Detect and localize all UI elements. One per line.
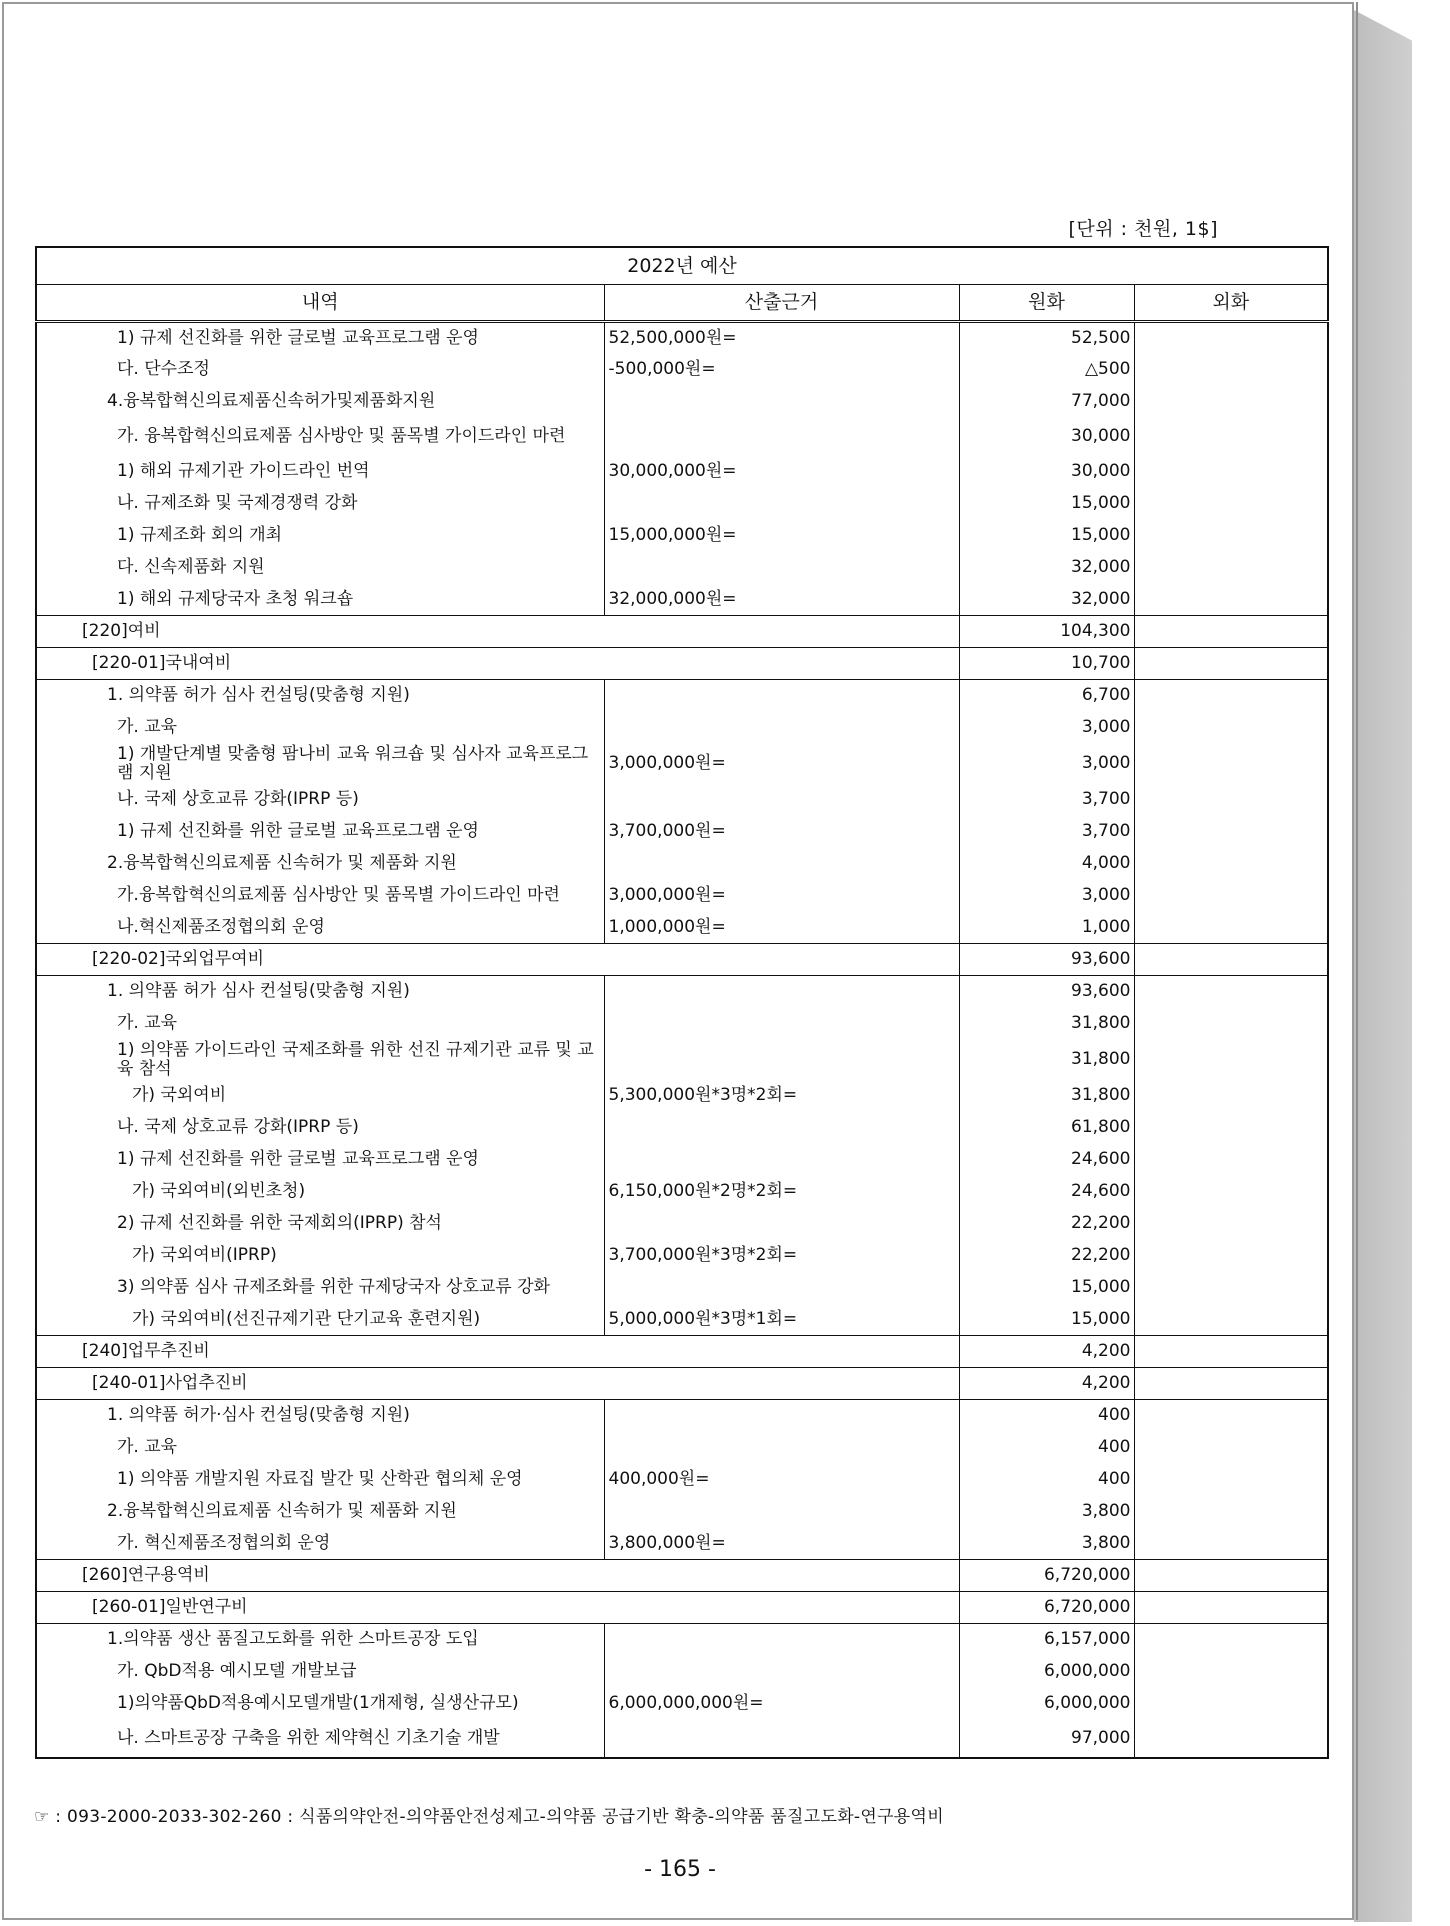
row-foreign: [1134, 1144, 1328, 1176]
row-desc: 1)의약품QbD적용예시모델개발(1개제형, 실생산규모): [36, 1688, 604, 1720]
document-page: [2, 2, 1354, 1920]
row-krw: 400: [959, 1400, 1134, 1432]
row-krw: 15,000: [959, 1272, 1134, 1304]
table-row: [36, 1432, 1328, 1464]
row-desc: [240-01]사업추진비: [36, 1368, 959, 1400]
row-krw: 4,200: [959, 1336, 1134, 1368]
row-desc: [220-01]국내여비: [36, 648, 959, 680]
row-foreign: [1134, 1304, 1328, 1336]
row-desc: 나. 국제 상호교류 강화(IPRP 등): [36, 784, 604, 816]
row-desc: 다. 단수조정: [36, 354, 604, 386]
table-row: [36, 1464, 1328, 1496]
row-basis: [604, 1112, 959, 1144]
row-foreign: [1134, 1560, 1328, 1592]
row-desc: 가. 융복합혁신의료제품 심사방안 및 품목별 가이드라인 마련: [36, 418, 604, 456]
col-header-desc: 내역: [36, 285, 604, 322]
row-desc: 2.융복합혁신의료제품 신속허가 및 제품화 지원: [36, 1496, 604, 1528]
row-krw: 31,800: [959, 1080, 1134, 1112]
section-row: [36, 944, 1328, 976]
table-row: [36, 1272, 1328, 1304]
row-krw: 3,700: [959, 784, 1134, 816]
row-basis: 400,000원=: [604, 1464, 959, 1496]
row-basis: [604, 552, 959, 584]
row-desc: 나. 국제 상호교류 강화(IPRP 등): [36, 1112, 604, 1144]
row-basis: [604, 1040, 959, 1080]
row-desc: 가. 혁신제품조정협의회 운영: [36, 1528, 604, 1560]
row-foreign: [1134, 418, 1328, 456]
table-row: [36, 1528, 1328, 1560]
footnote: ☞ : 093-2000-2033-302-260 : 식품의약안전-의약품안전성제고-의약품 공급기반 확충-의약품 품질고도화-연구용역비: [34, 1807, 944, 1827]
table-row: [36, 386, 1328, 418]
table-row: [36, 976, 1328, 1008]
row-foreign: [1134, 648, 1328, 680]
row-basis: 3,700,000원=: [604, 816, 959, 848]
row-desc: 가) 국외여비(외빈초청): [36, 1176, 604, 1208]
row-desc: 1) 규제 선진화를 위한 글로벌 교육프로그램 운영: [36, 1144, 604, 1176]
row-basis: [604, 784, 959, 816]
row-desc: 1) 규제 선진화를 위한 글로벌 교육프로그램 운영: [36, 816, 604, 848]
table-row: [36, 1144, 1328, 1176]
row-krw: 31,800: [959, 1008, 1134, 1040]
row-foreign: [1134, 322, 1328, 354]
row-desc: 가. QbD적용 예시모델 개발보급: [36, 1656, 604, 1688]
row-basis: [604, 386, 959, 418]
row-krw: 22,200: [959, 1208, 1134, 1240]
table-row: [36, 552, 1328, 584]
row-krw: 93,600: [959, 976, 1134, 1008]
row-desc: 가) 국외여비(IPRP): [36, 1240, 604, 1272]
section-row: [36, 616, 1328, 648]
row-krw: 104,300: [959, 616, 1134, 648]
row-krw: 22,200: [959, 1240, 1134, 1272]
row-desc: 나. 스마트공장 구축을 위한 제약혁신 기초기술 개발: [36, 1720, 604, 1758]
row-krw: 3,000: [959, 712, 1134, 744]
budget-table: [35, 246, 1329, 1759]
row-krw: 15,000: [959, 488, 1134, 520]
row-basis: [604, 1144, 959, 1176]
row-foreign: [1134, 1624, 1328, 1656]
row-krw: 400: [959, 1432, 1134, 1464]
row-desc: [260-01]일반연구비: [36, 1592, 959, 1624]
table-row: [36, 880, 1328, 912]
row-krw: 6,720,000: [959, 1560, 1134, 1592]
row-desc: [220-02]국외업무여비: [36, 944, 959, 976]
row-krw: 32,000: [959, 552, 1134, 584]
row-krw: 15,000: [959, 520, 1134, 552]
row-foreign: [1134, 1240, 1328, 1272]
table-row: [36, 1656, 1328, 1688]
row-basis: [604, 1624, 959, 1656]
row-desc: 1) 해외 규제기관 가이드라인 번역: [36, 456, 604, 488]
row-desc: 1.의약품 생산 품질고도화를 위한 스마트공장 도입: [36, 1624, 604, 1656]
row-desc: 가.융복합혁신의료제품 심사방안 및 품목별 가이드라인 마련: [36, 880, 604, 912]
row-foreign: [1134, 1080, 1328, 1112]
unit-label: [단위 : 천원, 1$]: [1068, 218, 1218, 240]
year-header: 2022년 예산: [36, 247, 1328, 285]
section-row: [36, 648, 1328, 680]
row-foreign: [1134, 616, 1328, 648]
row-desc: 가) 국외여비: [36, 1080, 604, 1112]
row-krw: 10,700: [959, 648, 1134, 680]
row-krw: 31,800: [959, 1040, 1134, 1080]
row-foreign: [1134, 1432, 1328, 1464]
table-row: [36, 520, 1328, 552]
row-foreign: [1134, 386, 1328, 418]
row-krw: 3,800: [959, 1528, 1134, 1560]
row-basis: [604, 680, 959, 712]
table-row: [36, 1208, 1328, 1240]
row-basis: 3,000,000원=: [604, 744, 959, 784]
row-foreign: [1134, 1528, 1328, 1560]
row-desc: 3) 의약품 심사 규제조화를 위한 규제당국자 상호교류 강화: [36, 1272, 604, 1304]
row-basis: 32,000,000원=: [604, 584, 959, 616]
row-foreign: [1134, 848, 1328, 880]
row-basis: [604, 1400, 959, 1432]
row-krw: 77,000: [959, 386, 1134, 418]
row-basis: [604, 1208, 959, 1240]
row-foreign: [1134, 488, 1328, 520]
row-basis: 6,000,000,000원=: [604, 1688, 959, 1720]
row-basis: [604, 1272, 959, 1304]
row-foreign: [1134, 1688, 1328, 1720]
row-foreign: [1134, 354, 1328, 386]
row-foreign: [1134, 680, 1328, 712]
table-body: [36, 322, 1328, 1758]
row-krw: 4,200: [959, 1368, 1134, 1400]
row-desc: 1. 의약품 허가·심사 컨설팅(맞춤형 지원): [36, 1400, 604, 1432]
page-edge-shadow: [1354, 10, 1412, 1922]
row-basis: 5,000,000원*3명*1회=: [604, 1304, 959, 1336]
row-foreign: [1134, 944, 1328, 976]
row-krw: 6,157,000: [959, 1624, 1134, 1656]
row-krw: 97,000: [959, 1720, 1134, 1758]
row-basis: [604, 848, 959, 880]
table-row: [36, 488, 1328, 520]
section-row: [36, 1560, 1328, 1592]
row-foreign: [1134, 1336, 1328, 1368]
row-krw: 93,600: [959, 944, 1134, 976]
row-desc: 2) 규제 선진화를 위한 국제회의(IPRP) 참석: [36, 1208, 604, 1240]
row-foreign: [1134, 1400, 1328, 1432]
row-foreign: [1134, 976, 1328, 1008]
row-krw: 61,800: [959, 1112, 1134, 1144]
row-foreign: [1134, 744, 1328, 784]
row-krw: 3,000: [959, 744, 1134, 784]
table-row: [36, 816, 1328, 848]
table-row: [36, 1304, 1328, 1336]
row-desc: 1) 규제 선진화를 위한 글로벌 교육프로그램 운영: [36, 322, 604, 354]
row-desc: 1) 의약품 가이드라인 국제조화를 위한 선진 규제기관 교류 및 교육 참석: [36, 1040, 604, 1080]
table-row: [36, 712, 1328, 744]
row-basis: 52,500,000원=: [604, 322, 959, 354]
row-desc: 다. 신속제품화 지원: [36, 552, 604, 584]
row-foreign: [1134, 784, 1328, 816]
row-basis: 1,000,000원=: [604, 912, 959, 944]
row-krw: 24,600: [959, 1144, 1134, 1176]
row-foreign: [1134, 1720, 1328, 1758]
table-row: [36, 680, 1328, 712]
row-krw: △500: [959, 354, 1134, 386]
row-foreign: [1134, 1368, 1328, 1400]
row-foreign: [1134, 1008, 1328, 1040]
table-row: [36, 1624, 1328, 1656]
table-row: [36, 1080, 1328, 1112]
row-krw: 24,600: [959, 1176, 1134, 1208]
table-row: [36, 1008, 1328, 1040]
table-row: [36, 848, 1328, 880]
row-desc: [240]업무추진비: [36, 1336, 959, 1368]
table-row: [36, 1400, 1328, 1432]
table-row: [36, 1040, 1328, 1080]
row-foreign: [1134, 584, 1328, 616]
row-basis: [604, 1720, 959, 1758]
row-krw: 1,000: [959, 912, 1134, 944]
row-krw: 6,700: [959, 680, 1134, 712]
section-row: [36, 1336, 1328, 1368]
row-basis: [604, 418, 959, 456]
row-basis: -500,000원=: [604, 354, 959, 386]
row-basis: [604, 488, 959, 520]
row-foreign: [1134, 1040, 1328, 1080]
col-header-krw: 원화: [959, 285, 1134, 322]
row-krw: 3,700: [959, 816, 1134, 848]
page-edge-line: [1356, 2, 1358, 1920]
row-desc: 1) 의약품 개발지원 자료집 발간 및 산학관 협의체 운영: [36, 1464, 604, 1496]
row-basis: 6,150,000원*2명*2회=: [604, 1176, 959, 1208]
row-krw: 4,000: [959, 848, 1134, 880]
row-krw: 6,720,000: [959, 1592, 1134, 1624]
row-desc: [260]연구용역비: [36, 1560, 959, 1592]
row-desc: [220]여비: [36, 616, 959, 648]
row-desc: 나. 규제조화 및 국제경쟁력 강화: [36, 488, 604, 520]
table-row: [36, 744, 1328, 784]
section-row: [36, 1368, 1328, 1400]
row-foreign: [1134, 552, 1328, 584]
row-basis: [604, 1496, 959, 1528]
table-row: [36, 456, 1328, 488]
row-desc: 2.융복합혁신의료제품 신속허가 및 제품화 지원: [36, 848, 604, 880]
row-desc: 1. 의약품 허가 심사 컨설팅(맞춤형 지원): [36, 680, 604, 712]
row-basis: 5,300,000원*3명*2회=: [604, 1080, 959, 1112]
row-foreign: [1134, 880, 1328, 912]
row-krw: 6,000,000: [959, 1688, 1134, 1720]
row-basis: 3,700,000원*3명*2회=: [604, 1240, 959, 1272]
row-basis: [604, 1008, 959, 1040]
row-desc: 1. 의약품 허가 심사 컨설팅(맞춤형 지원): [36, 976, 604, 1008]
row-foreign: [1134, 1112, 1328, 1144]
row-basis: 3,000,000원=: [604, 880, 959, 912]
row-desc: 1) 규제조화 회의 개최: [36, 520, 604, 552]
table-row: [36, 1240, 1328, 1272]
row-krw: 30,000: [959, 418, 1134, 456]
table-row: [36, 1720, 1328, 1758]
row-desc: 나.혁신제품조정협의회 운영: [36, 912, 604, 944]
row-desc: 1) 해외 규제당국자 초청 워크숍: [36, 584, 604, 616]
row-basis: [604, 1432, 959, 1464]
row-krw: 15,000: [959, 1304, 1134, 1336]
row-foreign: [1134, 1592, 1328, 1624]
row-basis: 30,000,000원=: [604, 456, 959, 488]
row-basis: 3,800,000원=: [604, 1528, 959, 1560]
row-desc: 가. 교육: [36, 712, 604, 744]
table-row: [36, 418, 1328, 456]
row-foreign: [1134, 816, 1328, 848]
page-number: - 165 -: [644, 1857, 716, 1882]
row-desc: 가. 교육: [36, 1432, 604, 1464]
table-row: [36, 322, 1328, 354]
row-foreign: [1134, 1496, 1328, 1528]
row-desc: 4.융복합혁신의료제품신속허가및제품화지원: [36, 386, 604, 418]
table-row: [36, 1176, 1328, 1208]
row-foreign: [1134, 1464, 1328, 1496]
row-krw: 400: [959, 1464, 1134, 1496]
row-krw: 30,000: [959, 456, 1134, 488]
row-foreign: [1134, 520, 1328, 552]
row-krw: 52,500: [959, 322, 1134, 354]
row-foreign: [1134, 712, 1328, 744]
col-header-basis: 산출근거: [604, 285, 959, 322]
table-row: [36, 1496, 1328, 1528]
row-basis: [604, 712, 959, 744]
table-row: [36, 784, 1328, 816]
row-desc: 가) 국외여비(선진규제기관 단기교육 훈련지원): [36, 1304, 604, 1336]
row-foreign: [1134, 456, 1328, 488]
row-desc: 1) 개발단계별 맞춤형 팜나비 교육 워크숍 및 심사자 교육프로그램 지원: [36, 744, 604, 784]
row-basis: [604, 976, 959, 1008]
row-foreign: [1134, 1656, 1328, 1688]
row-foreign: [1134, 1208, 1328, 1240]
table-row: [36, 1688, 1328, 1720]
row-basis: [604, 1656, 959, 1688]
row-desc: 가. 교육: [36, 1008, 604, 1040]
row-basis: 15,000,000원=: [604, 520, 959, 552]
row-foreign: [1134, 1272, 1328, 1304]
table-row: [36, 354, 1328, 386]
section-row: [36, 1592, 1328, 1624]
row-foreign: [1134, 1176, 1328, 1208]
table-row: [36, 912, 1328, 944]
col-header-foreign: 외화: [1134, 285, 1328, 322]
row-krw: 32,000: [959, 584, 1134, 616]
row-krw: 6,000,000: [959, 1656, 1134, 1688]
row-krw: 3,000: [959, 880, 1134, 912]
table-row: [36, 584, 1328, 616]
table-row: [36, 1112, 1328, 1144]
row-krw: 3,800: [959, 1496, 1134, 1528]
row-foreign: [1134, 912, 1328, 944]
